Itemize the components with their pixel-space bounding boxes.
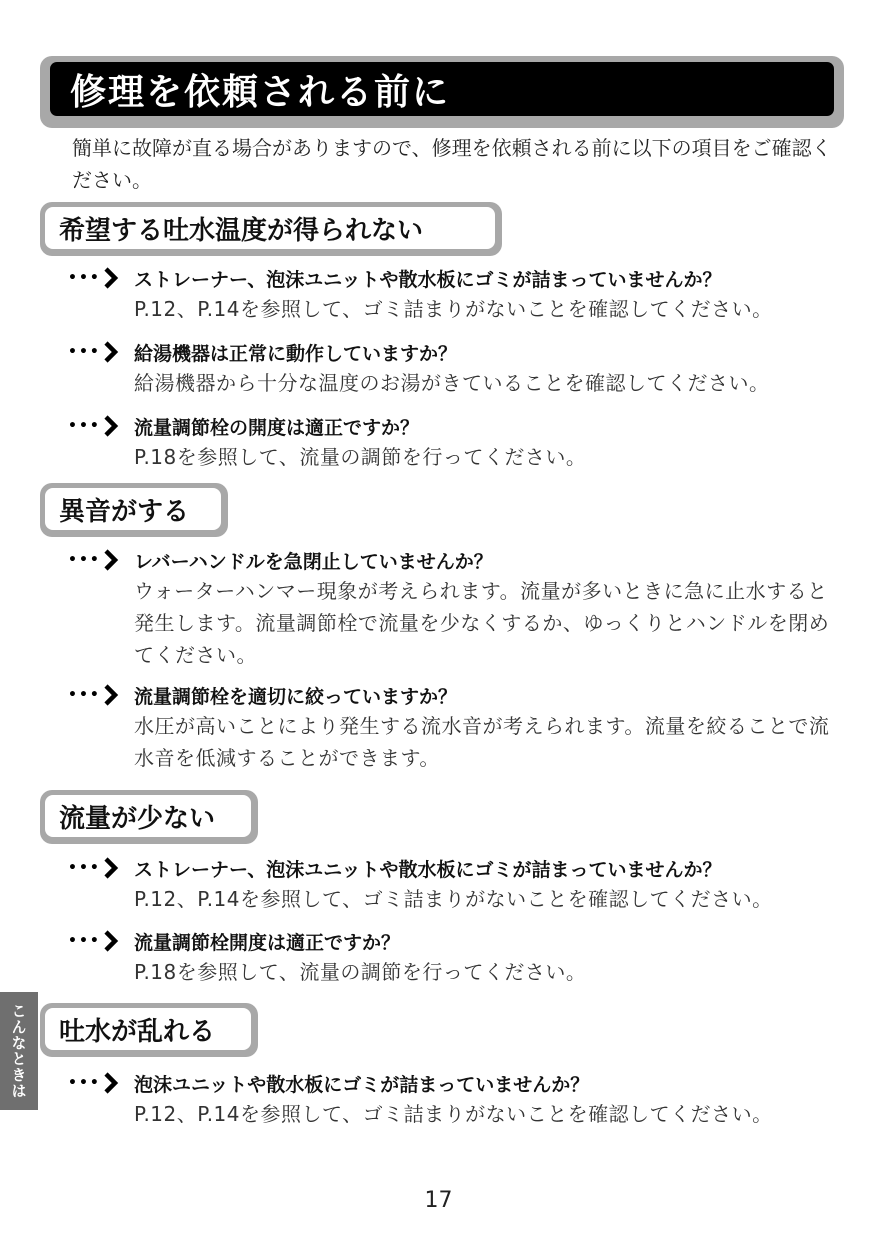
question-text: 流量調節栓の開度は適正ですか？ (134, 416, 420, 439)
list-item (68, 337, 838, 399)
dots-arrow-icon: ••• (68, 545, 134, 575)
list-item (68, 1068, 838, 1130)
list-item (68, 545, 838, 671)
answer-text: P.18を参照して、流量の調節を行ってください。 (134, 445, 587, 469)
list-item (68, 853, 838, 915)
section-heading: 希望する吐水温度が得られない (45, 207, 495, 249)
list-item (68, 263, 838, 325)
question-row (68, 263, 838, 293)
question-text: 給湯機器は正常に動作していますか？ (134, 342, 458, 365)
answer-text: 給湯機器から十分な温度のお湯がきていることを確認してください。 (134, 371, 770, 395)
answer-text: ウォーターハンマー現象が考えられます。流量が多いときに急に止水すると発生します。流量調節栓で流量を少なくするか、ゆっくりとハンドルを閉めてください。 (134, 579, 830, 667)
question-text: ストレーナー、泡沫ユニットや散水板にゴミが詰まっていませんか？ (134, 268, 722, 291)
question-text: レバーハンドルを急閉止していませんか？ (134, 550, 493, 573)
answer-text: P.12、P.14を参照して、ゴミ詰まりがないことを確認してください。 (134, 1102, 773, 1126)
question-row (68, 545, 838, 575)
section-header-low-flow (40, 790, 258, 844)
dots-arrow-icon: ••• (68, 411, 134, 441)
dots-arrow-icon: ••• (68, 337, 134, 367)
question-row (68, 680, 838, 710)
dots-arrow-icon: ••• (68, 926, 134, 956)
list-item (68, 926, 838, 988)
dots-arrow-icon: ••• (68, 1068, 134, 1098)
question-row (68, 337, 838, 367)
title-banner (40, 56, 844, 128)
section-header-temperature (40, 202, 502, 256)
list-item (68, 411, 838, 473)
dots-arrow-icon: ••• (68, 263, 134, 293)
question-text: ストレーナー、泡沫ユニットや散水板にゴミが詰まっていませんか？ (134, 858, 722, 881)
title-banner-inner (50, 62, 834, 116)
question-text: 流量調節栓開度は適正ですか？ (134, 931, 401, 954)
section-heading: 吐水が乱れる (45, 1008, 251, 1050)
answer-text: P.12、P.14を参照して、ゴミ詰まりがないことを確認してください。 (134, 297, 773, 321)
section-header-noise (40, 483, 228, 537)
dots-arrow-icon: ••• (68, 853, 134, 883)
question-text: 泡沫ユニットや散水板にゴミが詰まっていませんか？ (134, 1073, 590, 1096)
question-row (68, 411, 838, 441)
page-number: 17 (424, 1188, 453, 1213)
question-row (68, 926, 838, 956)
answer-text: P.12、P.14を参照して、ゴミ詰まりがないことを確認してください。 (134, 887, 773, 911)
question-row (68, 1068, 838, 1098)
side-index-tab (0, 992, 38, 1110)
page-title: 修理を依頼される前に (70, 71, 451, 113)
section-heading: 流量が少ない (45, 795, 251, 837)
question-text: 流量調節栓を適切に絞っていますか？ (134, 685, 458, 708)
answer-text: P.18を参照して、流量の調節を行ってください。 (134, 960, 587, 984)
section-header-irregular-spray (40, 1003, 258, 1057)
intro-text: 簡単に故障が直る場合がありますので、修理を依頼される前に以下の項目をご確認ください。 (72, 136, 832, 192)
dots-arrow-icon: ••• (68, 680, 134, 710)
side-tab-label: こんなときは (9, 1003, 28, 1099)
section-heading: 異音がする (45, 488, 221, 530)
question-row (68, 853, 838, 883)
list-item (68, 680, 838, 774)
answer-text: 水圧が高いことにより発生する流水音が考えられます。流量を絞ることで流水音を低減することができます。 (134, 714, 830, 770)
